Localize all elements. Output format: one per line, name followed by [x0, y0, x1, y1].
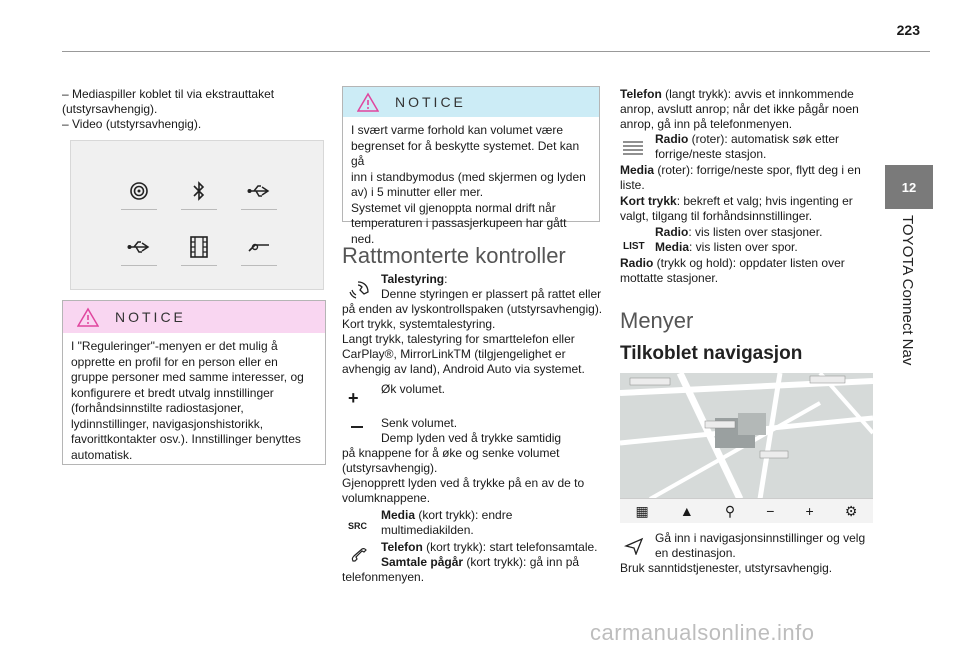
page-number: 223	[896, 22, 920, 38]
voice-line: Denne styringen er plassert på rattet eller	[381, 287, 602, 301]
media-bold: Media	[381, 508, 416, 522]
notice-label: NOTICE	[115, 309, 186, 325]
phone-icon	[350, 547, 368, 563]
media-rot-line	[620, 163, 861, 178]
nav-heading: Tilkoblet navigasjon	[620, 343, 803, 364]
notice-profiles	[62, 300, 326, 465]
radio-line: forrige/neste stasjon.	[655, 147, 767, 161]
call-line: telefonmenyen.	[342, 570, 425, 584]
notice-heat	[342, 86, 600, 246]
telefon-text: (kort trykk): start telefonsamtale.	[422, 540, 598, 554]
list-item: (utstyrsavhengig).	[62, 102, 158, 116]
media-list	[62, 87, 322, 132]
minus-line: Demp lyden ved å trykke samtidig	[381, 431, 562, 445]
usb-icon	[241, 173, 277, 210]
short-press-line	[620, 194, 853, 209]
radio-line	[655, 132, 839, 147]
tel-long-bold: Telefon	[620, 87, 662, 101]
bluetooth-icon	[181, 173, 217, 210]
telefon-bold: Telefon	[381, 540, 423, 554]
notice-line: favorittkontakter osv.). Innstillinger benyttes	[71, 432, 301, 446]
media-line	[381, 508, 512, 523]
map-toolbar	[620, 498, 873, 523]
search-icon[interactable]: ⚲	[724, 502, 736, 519]
voice-line: Kort trykk, systemtalestyring.	[342, 317, 496, 331]
navigation-map-screenshot	[620, 373, 873, 523]
tel-long-text: (langt trykk): avvis et innkommende	[661, 87, 854, 101]
menus-heading: Menyer	[620, 308, 694, 333]
minus-line: volumknappene.	[342, 491, 431, 505]
header-rule	[62, 51, 930, 52]
notice-line: I "Reguleringer"-menyen er det mulig å	[71, 339, 278, 353]
nav-desc-line: Bruk sanntidstjenester, utstyrsavhengig.	[620, 561, 833, 575]
notice-line: opprette en profil for en person eller en	[71, 354, 278, 369]
map-settings-icon[interactable]: ⚙	[844, 502, 858, 519]
list-radio-text: : vis listen over stasjoner.	[688, 225, 823, 239]
compass-north-icon[interactable]: ▲	[679, 503, 694, 519]
list-media-line	[655, 240, 798, 255]
chapter-title-text: TOYOTA Connect Nav	[899, 215, 916, 366]
short-press-text: : bekreft et valg; hvis ingenting er	[676, 194, 853, 208]
call-line	[381, 555, 579, 570]
checkered-flag-icon[interactable]: ▦	[635, 502, 649, 519]
source-icons-panel	[70, 140, 324, 290]
tel-long-line	[620, 87, 854, 102]
minus-line: Senk volumet.	[381, 416, 458, 430]
media-rot-text: (roter): forrige/neste spor, flytt deg i en	[654, 163, 861, 177]
media-line: multimediakilden.	[381, 523, 474, 537]
list-media-text: : vis listen over spor.	[689, 240, 798, 254]
notice-header	[63, 301, 325, 333]
radio-text: (roter): automatisk søk etter	[688, 132, 840, 146]
notice-line: I svært varme forhold kan volumet være	[351, 123, 564, 137]
notice-header	[343, 87, 599, 117]
notice-line: av) i 5 minutter eller mer.	[351, 185, 484, 199]
notice-line: begrenset for å beskytte systemet. Det kan gå	[351, 138, 580, 168]
voice-line: på enden av lyskontrollspaken (utstyrsavhengig).	[342, 302, 603, 316]
video-icon	[181, 229, 217, 266]
notice-line: konfigurere et bredt utvalg innstillinger	[71, 385, 274, 400]
warning-icon	[77, 307, 99, 327]
notice-line: (forhåndsinnstilte radiostasjoner,	[71, 401, 244, 415]
map-illustration	[620, 373, 873, 499]
usb-icon	[121, 229, 157, 266]
radio-bold: Radio	[655, 132, 689, 146]
plus-icon: +	[348, 388, 359, 408]
notice-line: Systemet vil gjenoppta normal drift når	[351, 200, 556, 215]
radio-hold-line	[620, 256, 845, 271]
voice-line: Langt trykk, talestyring for smarttelefon eller	[342, 332, 575, 346]
tel-long-line: anrop, gå inn på telefonmenyen.	[620, 117, 793, 131]
radio-hold-bold: Radio	[620, 256, 654, 270]
navigation-arrow-icon	[624, 537, 644, 555]
radio-hold-text: (trykk og hold): oppdater listen over	[653, 256, 845, 270]
warning-icon	[357, 92, 379, 112]
streaming-icon	[121, 173, 157, 210]
voice-title-text: Talestyring	[381, 272, 445, 286]
scroll-wheel-icon	[622, 140, 644, 158]
media-rot-line: liste.	[620, 178, 645, 192]
list-media-bold: Media	[655, 240, 690, 254]
notice-line: automatisk.	[71, 447, 133, 462]
voice-line: avhengig av land), Android Auto via systemet.	[342, 362, 585, 376]
media-text: (kort trykk): endre	[415, 508, 513, 522]
list-icon: LIST	[623, 241, 645, 252]
call-bold: Samtale pågår	[381, 555, 464, 569]
radio-hold-line: mottatte stasjoner.	[620, 271, 719, 285]
minus-line: Gjenopprett lyden ved å trykke på en av de to	[342, 476, 585, 490]
chapter-tab: 12	[885, 165, 933, 209]
tel-long-line: anrop, avslutt anrop; når det ikke pågår noen	[620, 102, 859, 116]
src-icon: SRC	[348, 521, 368, 531]
short-press-line: valgt, tilgang til forhåndsinnstillinger.	[620, 209, 813, 223]
telefon-line	[381, 540, 598, 555]
voice-control-icon	[348, 278, 374, 302]
notice-line: inn i standbymodus (med skjermen og lyden	[351, 169, 586, 184]
minus-line: (utstyrsavhengig).	[342, 461, 438, 475]
aux-cable-icon	[241, 229, 277, 266]
list-item: – Mediaspiller koblet til via ekstrauttaket	[62, 87, 275, 101]
notice-label: NOTICE	[395, 94, 466, 110]
minus-icon	[351, 426, 363, 428]
watermark: carmanualsonline.info	[590, 620, 815, 645]
short-press-bold: Kort trykk	[620, 194, 677, 208]
minus-line: på knappene for å øke og senke volumet	[342, 446, 560, 460]
list-radio-bold: Radio	[655, 225, 689, 239]
zoom-in-icon[interactable]: +	[805, 503, 814, 519]
notice-line: temperaturen i passasjerkupeen har gått ned.	[351, 216, 567, 246]
notice-body	[63, 333, 325, 469]
list-radio-line	[655, 225, 822, 240]
nav-desc-line: Gå inn i navigasjonsinnstillinger og velg	[655, 531, 866, 545]
media-rot-bold: Media	[620, 163, 655, 177]
plus-text: Øk volumet.	[381, 382, 446, 396]
nav-desc-line: en destinasjon.	[655, 546, 736, 560]
section-heading: Rattmonterte kontroller	[342, 243, 566, 268]
voice-line: CarPlay®, MirrorLinkTM (tilgjengelighet er	[342, 347, 566, 361]
notice-line: gruppe personer med samme interesser, og	[71, 370, 304, 384]
call-text: (kort trykk): gå inn på	[463, 555, 580, 569]
notice-line: lydinnstillinger, navigasjonshistorikk,	[71, 416, 264, 431]
voice-title: Talestyring:	[381, 272, 448, 286]
list-item: – Video (utstyrsavhengig).	[62, 117, 202, 131]
notice-body	[343, 117, 599, 253]
chapter-title	[892, 215, 922, 395]
zoom-out-icon[interactable]: −	[766, 503, 775, 519]
